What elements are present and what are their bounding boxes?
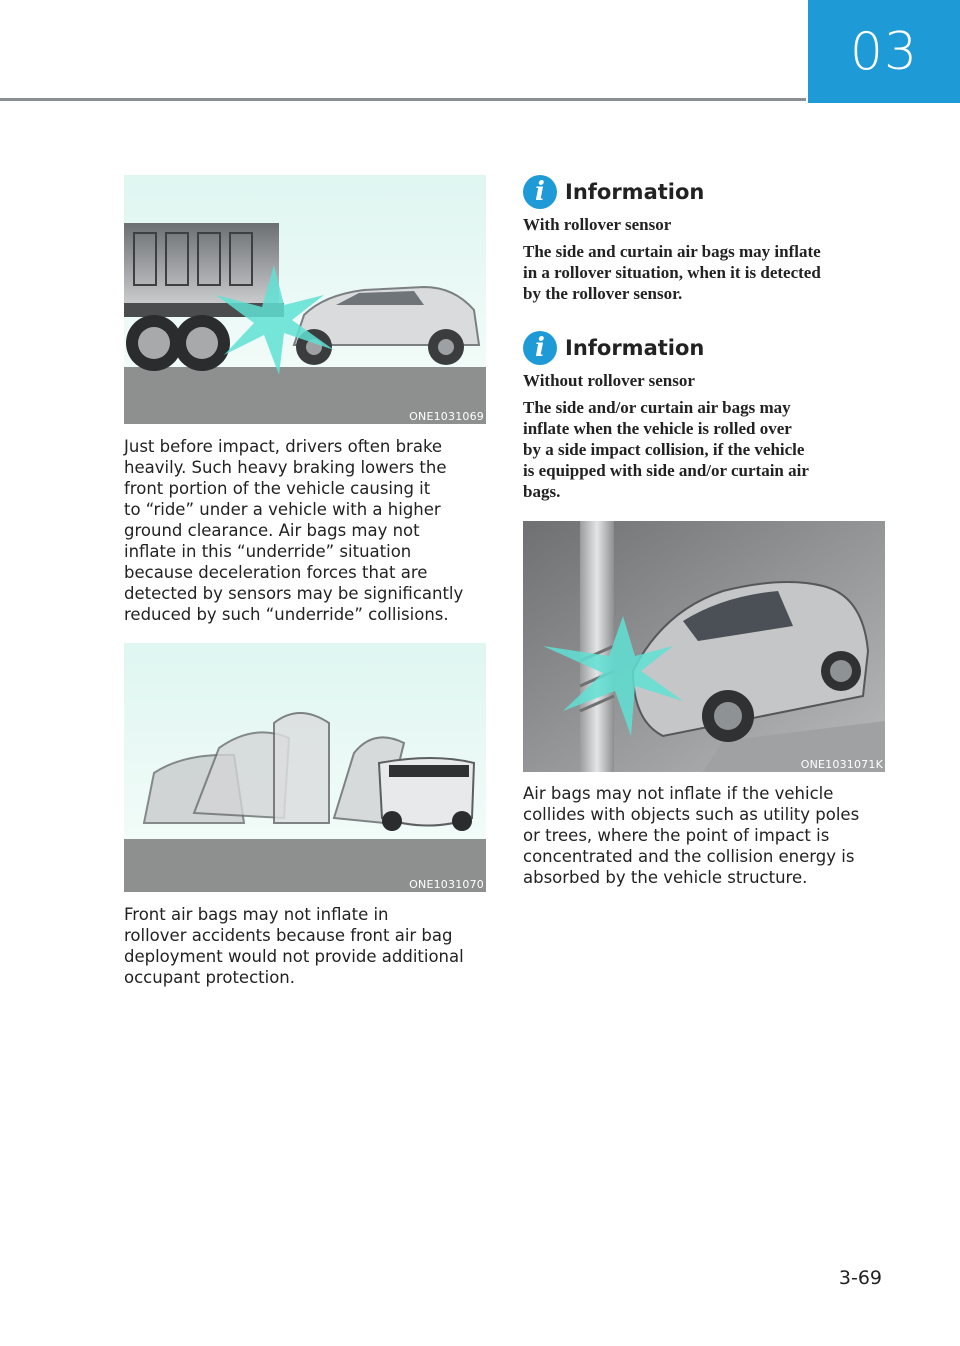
info-title: Information [565, 180, 705, 204]
info-text: The side and curtain air bags may inflate in a rollover situation, when it is detected by the rollover sensor. [523, 242, 821, 303]
info-heading-2 [523, 331, 704, 365]
paragraph-underride: Just before impact, drivers often brake heavily. Such heavy braking lowers the front portion of the vehicle causing it to “ride” under a vehicle with a higher ground clearance. Air bags may not inflate in this “underride” situation because deceleration forces that are detected by sensors may be significantly reduced by such “underride” collisions. [124, 437, 464, 624]
figure-code: ONE1031070 [409, 878, 484, 891]
info-icon: i [523, 331, 557, 365]
figure-pole-impact [523, 521, 885, 772]
rollover-illustration [124, 643, 486, 892]
header-rule [0, 98, 806, 101]
figure-underride [124, 175, 486, 424]
paragraph-pole-impact: Air bags may not inflate if the vehicle collides with objects such as utility poles or trees, where the point of impact is concentrated and the collision energy is absorbed by the vehicle structure. [523, 784, 860, 887]
info-heading-1 [523, 175, 704, 209]
info-title: Information [565, 336, 705, 360]
figure-rollover [124, 643, 486, 892]
info-icon: i [523, 175, 557, 209]
paragraph-rollover: Front air bags may not inflate in rollover accidents because front air bag deployment would not provide additional occupant protection. [124, 905, 464, 987]
pole-impact-illustration [523, 521, 885, 772]
figure-code: ONE1031071K [800, 758, 883, 771]
figure-code: ONE1031069 [409, 410, 484, 423]
chapter-tab: 03 [808, 0, 960, 103]
page-number: 3-69 [838, 1267, 882, 1289]
info-subtitle: With rollover sensor [523, 215, 672, 234]
underride-illustration [124, 175, 486, 424]
info-subtitle: Without rollover sensor [523, 371, 695, 390]
info-text: The side and/or curtain air bags may inflate when the vehicle is rolled over by a side impact collision, if the vehicle is equipped with side and/or curtain air bags. [523, 398, 809, 501]
